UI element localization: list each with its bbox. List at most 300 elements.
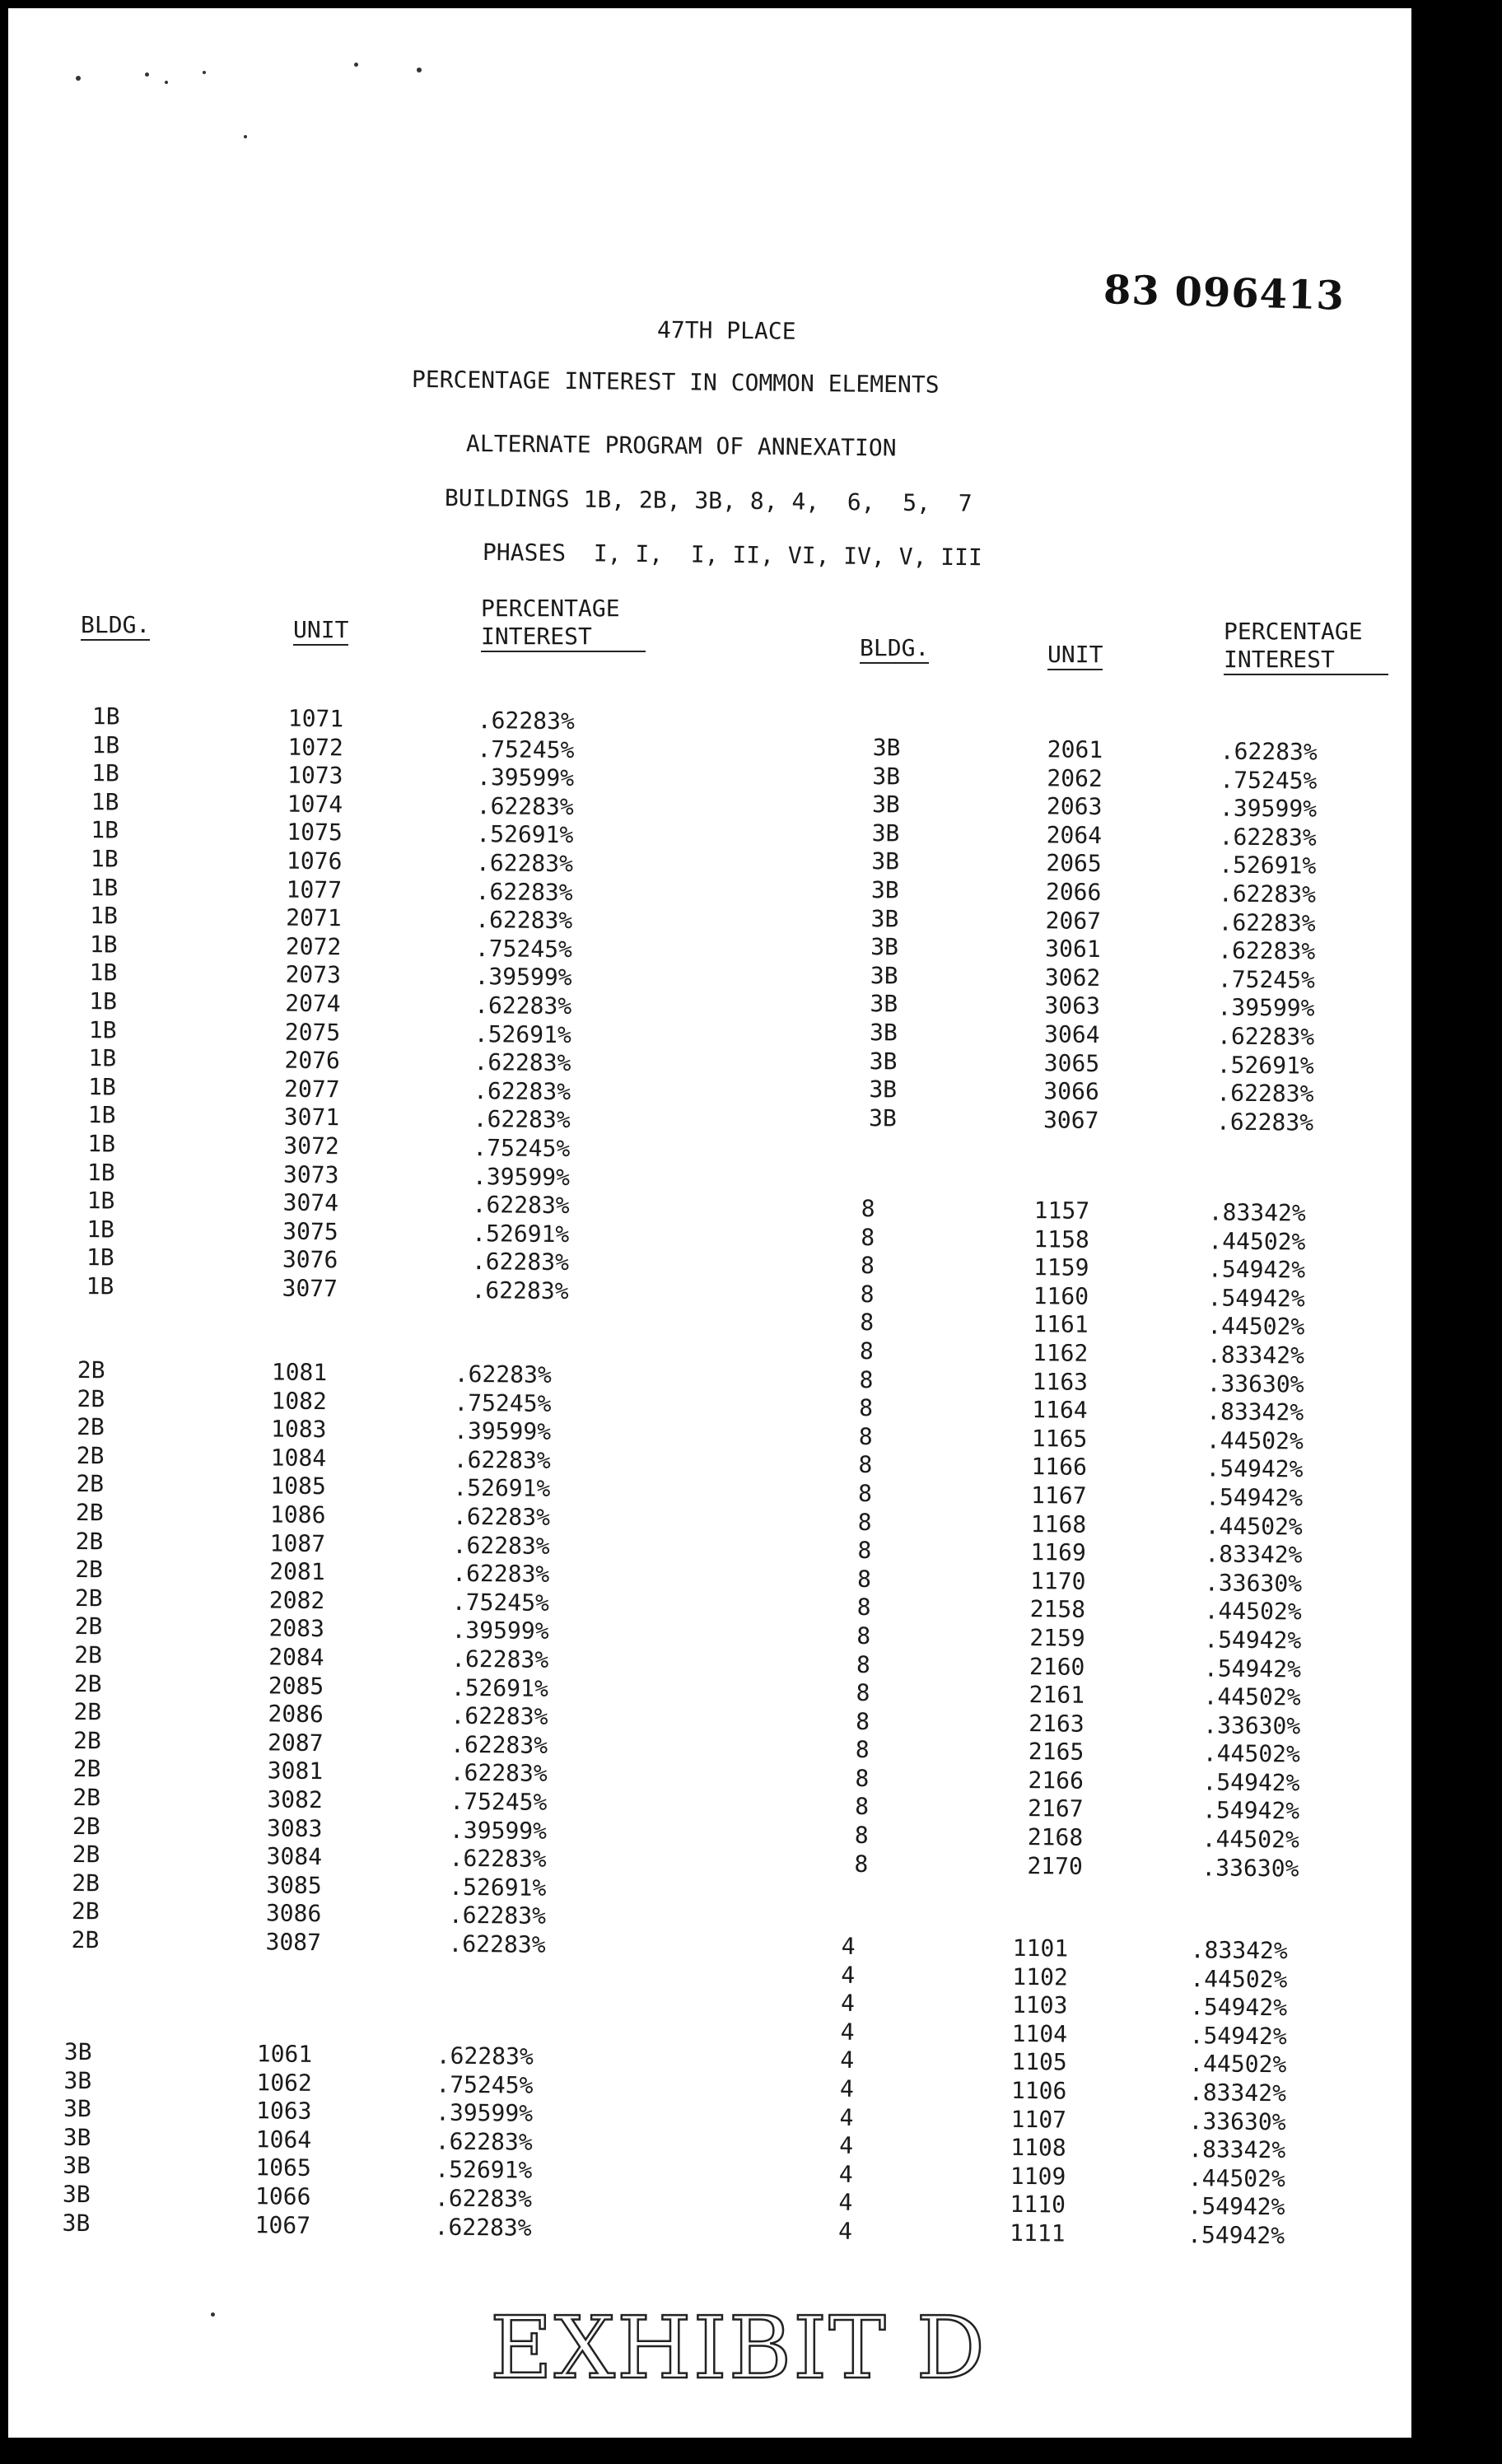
bldg-cell: 3B xyxy=(870,933,899,961)
unit-cell: 1071 xyxy=(287,704,344,733)
unit-cell: 1158 xyxy=(1033,1225,1090,1253)
percentage-cell: .62283% xyxy=(471,1276,569,1305)
unit-cell: 2160 xyxy=(1029,1652,1085,1681)
bldg-cell: 2B xyxy=(74,1584,103,1612)
percentage-cell: .33630% xyxy=(1206,1369,1304,1398)
unit-cell: 1082 xyxy=(271,1387,328,1415)
unit-cell: 1166 xyxy=(1031,1453,1088,1482)
unit-cell: 2063 xyxy=(1046,792,1103,821)
bldg-cell: 3B xyxy=(872,762,901,791)
bldg-cell: 8 xyxy=(861,1194,875,1223)
unit-cell: 2166 xyxy=(1028,1766,1085,1794)
percentage-cell: .83342% xyxy=(1206,1341,1305,1370)
percentage-cell: .62283% xyxy=(1215,1108,1314,1136)
bldg-cell: 3B xyxy=(63,2037,92,2066)
percentage-cell: .83342% xyxy=(1190,1936,1288,1965)
percentage-cell: .62283% xyxy=(1220,737,1318,766)
bldg-cell: 8 xyxy=(854,1793,870,1821)
unit-cell: 2083 xyxy=(268,1614,325,1643)
unit-cell: 1107 xyxy=(1010,2105,1067,2134)
bldg-cell: 4 xyxy=(838,2160,853,2188)
bldg-cell: 1B xyxy=(91,787,119,816)
unit-cell: 3085 xyxy=(266,1871,322,1899)
bldg-cell: 3B xyxy=(63,2066,92,2094)
header-title: 47TH PLACE xyxy=(656,316,796,345)
bldg-cell: 2B xyxy=(76,1470,105,1498)
bldg-cell: 4 xyxy=(841,1961,856,1989)
unit-cell: 2073 xyxy=(285,960,342,989)
unit-cell: 3084 xyxy=(266,1842,323,1871)
unit-cell: 1157 xyxy=(1033,1197,1090,1225)
unit-cell: 2081 xyxy=(269,1557,325,1586)
percentage-cell: .62283% xyxy=(475,906,573,935)
unit-cell: 1077 xyxy=(286,875,343,903)
unit-cell: 3074 xyxy=(282,1188,339,1217)
percentage-cell: .52691% xyxy=(472,1219,570,1248)
bldg-cell: 1B xyxy=(86,1187,115,1215)
bldg-cell: 1B xyxy=(89,987,118,1015)
unit-cell: 1065 xyxy=(255,2154,311,2182)
percentage-cell: .44502% xyxy=(1206,1426,1304,1455)
percentage-cell: .54942% xyxy=(1203,1654,1302,1683)
bldg-cell: 3B xyxy=(870,990,898,1018)
unit-cell: 1075 xyxy=(287,819,343,847)
percentage-cell: .83342% xyxy=(1188,2135,1286,2164)
bldg-cell: 8 xyxy=(854,1850,869,1878)
bldg-cell: 8 xyxy=(856,1707,870,1735)
percentage-cell: .75245% xyxy=(451,1588,550,1617)
scan-speck xyxy=(165,81,168,84)
unit-cell: 3064 xyxy=(1043,1020,1100,1048)
percentage-cell: .44502% xyxy=(1202,1739,1301,1768)
unit-cell: 1072 xyxy=(287,733,344,761)
percentage-cell: .75245% xyxy=(474,934,573,964)
bldg-cell: 4 xyxy=(840,2018,855,2046)
bldg-cell: 8 xyxy=(860,1280,875,1308)
unit-cell: 3075 xyxy=(282,1217,338,1246)
unit-cell: 1087 xyxy=(269,1529,326,1557)
percentage-cell: .54942% xyxy=(1206,1454,1304,1483)
percentage-cell: .62283% xyxy=(475,877,573,906)
unit-cell: 1109 xyxy=(1010,2162,1066,2191)
unit-cell: 2074 xyxy=(285,989,341,1018)
unit-cell: 1164 xyxy=(1032,1396,1088,1424)
percentage-cell: .62283% xyxy=(450,1759,548,1788)
percentage-cell: .62283% xyxy=(473,1048,571,1077)
unit-cell: 1162 xyxy=(1032,1339,1089,1367)
bldg-cell: 1B xyxy=(89,959,118,987)
bldg-cell: 2B xyxy=(72,1841,100,1869)
unit-cell: 3081 xyxy=(267,1757,324,1785)
unit-cell: 1106 xyxy=(1010,2076,1067,2105)
percentage-cell: .44502% xyxy=(1205,1511,1303,1541)
unit-cell: 1061 xyxy=(256,2040,313,2068)
unit-cell: 2064 xyxy=(1046,821,1103,849)
percentage-cell: .44502% xyxy=(1207,1312,1305,1341)
percentage-cell: .39599% xyxy=(1217,993,1315,1023)
bldg-cell: 2B xyxy=(75,1527,104,1555)
unit-cell: 3066 xyxy=(1043,1077,1100,1106)
right-bldg-header: BLDG. xyxy=(860,636,929,664)
percentage-cell: .62283% xyxy=(453,1445,551,1474)
percentage-cell: .52691% xyxy=(476,820,574,849)
bldg-cell: 1B xyxy=(91,816,119,844)
unit-cell: 3077 xyxy=(282,1274,338,1303)
unit-cell: 3072 xyxy=(283,1132,339,1160)
bldg-cell: 1B xyxy=(86,1272,114,1300)
percentage-cell: .62283% xyxy=(477,707,575,735)
percentage-cell: .33630% xyxy=(1204,1569,1303,1598)
unit-cell: 3071 xyxy=(283,1103,340,1132)
percentage-cell: .39599% xyxy=(451,1617,549,1645)
unit-cell: 1170 xyxy=(1029,1566,1086,1595)
unit-cell: 3061 xyxy=(1045,935,1101,964)
percentage-cell: .39599% xyxy=(435,2098,534,2127)
percentage-cell: .62283% xyxy=(476,791,574,821)
bldg-cell: 8 xyxy=(856,1650,871,1678)
unit-cell: 2061 xyxy=(1047,735,1103,764)
unit-cell: 2062 xyxy=(1047,763,1103,792)
bldg-cell: 1B xyxy=(87,1072,117,1101)
percentage-cell: .52691% xyxy=(1216,1051,1314,1080)
scan-speck xyxy=(354,63,358,67)
bldg-cell: 3B xyxy=(872,734,901,762)
right-interest-header: INTEREST xyxy=(1224,647,1388,675)
bldg-cell: 3B xyxy=(871,791,900,819)
percentage-cell: .39599% xyxy=(1219,794,1318,823)
percentage-cell: .62283% xyxy=(473,1105,571,1134)
bldg-cell: 8 xyxy=(860,1252,875,1280)
unit-cell: 1084 xyxy=(270,1444,327,1472)
left-bldg-header: BLDG. xyxy=(81,613,150,641)
percentage-cell: .44502% xyxy=(1187,2163,1286,2193)
bldg-cell: 2B xyxy=(77,1384,105,1412)
unit-cell: 2065 xyxy=(1046,849,1102,878)
unit-cell: 3083 xyxy=(266,1813,323,1842)
unit-cell: 2167 xyxy=(1027,1794,1084,1823)
percentage-cell: .62283% xyxy=(451,1645,549,1673)
percentage-cell: .62283% xyxy=(434,2213,532,2242)
percentage-cell: .62283% xyxy=(435,2127,533,2156)
bldg-cell: 3B xyxy=(868,1104,897,1132)
percentage-cell: .62283% xyxy=(454,1360,552,1389)
unit-cell: 1165 xyxy=(1031,1424,1088,1453)
percentage-cell: .54942% xyxy=(1187,2192,1285,2221)
header-program: ALTERNATE PROGRAM OF ANNEXATION xyxy=(465,430,897,462)
bldg-cell: 1B xyxy=(88,1044,117,1072)
percentage-cell: .62283% xyxy=(452,1502,551,1531)
bldg-cell: 4 xyxy=(840,2046,855,2074)
percentage-cell: .83342% xyxy=(1206,1398,1304,1426)
percentage-cell: .75245% xyxy=(450,1787,548,1816)
percentage-cell: .39599% xyxy=(453,1416,552,1446)
percentage-cell: .52691% xyxy=(450,1673,548,1702)
percentage-cell: .62283% xyxy=(1219,823,1317,852)
left-unit-header: UNIT xyxy=(293,618,348,646)
document-number-stamp: 83 096413 xyxy=(1103,267,1346,320)
percentage-cell: .62283% xyxy=(452,1531,550,1560)
bldg-cell: 3B xyxy=(63,2152,91,2180)
bldg-cell: 8 xyxy=(857,1508,872,1536)
scan-speck xyxy=(417,68,422,72)
percentage-cell: .75245% xyxy=(1220,766,1318,795)
percentage-cell: .83342% xyxy=(1208,1198,1306,1227)
unit-cell: 3076 xyxy=(282,1245,338,1274)
unit-cell: 2075 xyxy=(284,1018,341,1046)
bldg-cell: 2B xyxy=(76,1441,105,1470)
bldg-cell: 8 xyxy=(858,1451,873,1479)
unit-cell: 2066 xyxy=(1045,878,1102,906)
unit-cell: 3086 xyxy=(265,1899,322,1928)
unit-cell: 1110 xyxy=(1010,2191,1066,2219)
percentage-cell: .62283% xyxy=(448,1930,546,1958)
bldg-cell: 1B xyxy=(87,1101,116,1129)
unit-cell: 1063 xyxy=(255,2097,312,2126)
unit-cell: 3073 xyxy=(282,1160,339,1188)
percentage-cell: .62283% xyxy=(450,1701,548,1731)
bldg-cell: 2B xyxy=(72,1783,101,1812)
bldg-cell: 3B xyxy=(870,961,898,990)
unit-cell: 2161 xyxy=(1029,1681,1085,1709)
percentage-cell: .54942% xyxy=(1189,1993,1288,2022)
unit-cell: 3082 xyxy=(267,1785,323,1814)
percentage-cell: .33630% xyxy=(1188,2107,1286,2135)
percentage-cell: .62283% xyxy=(434,2184,533,2213)
unit-cell: 3065 xyxy=(1043,1048,1100,1077)
bldg-cell: 4 xyxy=(839,2103,854,2131)
unit-cell: 1085 xyxy=(270,1472,326,1500)
percentage-cell: .62283% xyxy=(471,1248,570,1276)
scan-speck xyxy=(76,76,81,81)
unit-cell: 1064 xyxy=(255,2126,312,2154)
bldg-cell: 1B xyxy=(90,873,119,902)
bldg-cell: 1B xyxy=(89,930,118,959)
unit-cell: 1076 xyxy=(286,847,343,875)
unit-cell: 3062 xyxy=(1044,964,1101,992)
unit-cell: 2168 xyxy=(1027,1823,1084,1851)
percentage-cell: .52691% xyxy=(1219,851,1317,880)
percentage-cell: .39599% xyxy=(476,763,575,792)
unit-cell: 1103 xyxy=(1011,1991,1068,2019)
bldg-cell: 8 xyxy=(859,1365,874,1393)
unit-cell: 1108 xyxy=(1010,2134,1066,2162)
percentage-cell: .52691% xyxy=(453,1474,551,1503)
bldg-cell: 2B xyxy=(72,1755,101,1783)
unit-cell: 2082 xyxy=(268,1586,325,1614)
unit-cell: 2072 xyxy=(285,932,342,961)
unit-cell: 1159 xyxy=(1033,1253,1089,1282)
percentage-cell: .52691% xyxy=(435,2155,533,2185)
bldg-cell: 3B xyxy=(870,904,899,933)
bldg-cell: 1B xyxy=(90,845,119,873)
bldg-cell: 8 xyxy=(860,1309,875,1337)
percentage-cell: .62283% xyxy=(475,849,574,878)
left-interest-header: INTEREST xyxy=(481,624,646,652)
unit-cell: 2165 xyxy=(1028,1738,1085,1766)
bldg-cell: 8 xyxy=(855,1764,870,1792)
bldg-cell: 8 xyxy=(858,1422,873,1450)
percentage-cell: .54942% xyxy=(1207,1284,1305,1313)
scan-speck xyxy=(244,135,247,138)
bldg-cell: 8 xyxy=(859,1394,874,1422)
bldg-cell: 3B xyxy=(62,2209,91,2237)
percentage-cell: .62283% xyxy=(1218,936,1316,965)
percentage-cell: .62283% xyxy=(1218,880,1317,908)
unit-cell: 2084 xyxy=(268,1643,324,1672)
unit-cell: 1083 xyxy=(270,1415,327,1444)
bldg-cell: 8 xyxy=(856,1622,871,1650)
scan-speck xyxy=(145,72,149,77)
percentage-cell: .54942% xyxy=(1202,1768,1300,1797)
percentage-cell: .83342% xyxy=(1188,2079,1287,2107)
percentage-cell: .54942% xyxy=(1205,1483,1304,1512)
unit-cell: 1161 xyxy=(1033,1310,1089,1339)
bldg-cell: 2B xyxy=(74,1612,103,1640)
unit-cell: 1066 xyxy=(254,2182,311,2210)
unit-cell: 1062 xyxy=(256,2068,313,2097)
bldg-cell: 8 xyxy=(859,1337,874,1365)
percentage-cell: .54942% xyxy=(1187,2221,1285,2250)
unit-cell: 2086 xyxy=(268,1700,324,1729)
percentage-cell: .39599% xyxy=(449,1816,548,1845)
bldg-cell: 3B xyxy=(63,2095,91,2123)
percentage-cell: .62283% xyxy=(436,2042,534,2070)
percentage-cell: .62283% xyxy=(474,991,572,1020)
unit-cell: 1067 xyxy=(254,2210,311,2239)
unit-cell: 2067 xyxy=(1045,906,1102,935)
bldg-cell: 3B xyxy=(62,2180,91,2209)
bldg-cell: 4 xyxy=(840,1989,856,2018)
bldg-cell: 8 xyxy=(854,1821,869,1850)
unit-cell: 2159 xyxy=(1029,1624,1085,1652)
right-percentage-header: PERCENTAGE xyxy=(1224,618,1363,645)
percentage-cell: .75245% xyxy=(473,1133,571,1163)
unit-cell: 1104 xyxy=(1011,2019,1068,2048)
percentage-cell: .39599% xyxy=(474,963,572,992)
percentage-cell: .39599% xyxy=(472,1162,571,1191)
percentage-cell: .44502% xyxy=(1190,1964,1288,1993)
right-unit-header: UNIT xyxy=(1047,642,1103,670)
unit-cell: 1073 xyxy=(287,761,343,790)
bldg-cell: 2B xyxy=(76,1413,105,1441)
bldg-cell: 1B xyxy=(86,1215,115,1244)
bldg-cell: 2B xyxy=(73,1669,102,1697)
bldg-cell: 3B xyxy=(871,819,900,847)
unit-cell: 2087 xyxy=(267,1729,324,1757)
percentage-cell: .44502% xyxy=(1189,2050,1287,2079)
header-buildings: BUILDINGS 1B, 2B, 3B, 8, 4, 6, 5, 7 xyxy=(444,484,973,517)
unit-cell: 2077 xyxy=(283,1075,340,1104)
unit-cell: 1168 xyxy=(1030,1510,1087,1538)
bldg-cell: 2B xyxy=(73,1698,102,1726)
bldg-cell: 2B xyxy=(74,1640,103,1669)
percentage-cell: .54942% xyxy=(1201,1796,1300,1826)
unit-cell: 2085 xyxy=(268,1671,324,1700)
bldg-cell: 1B xyxy=(87,1130,116,1158)
percentage-cell: .44502% xyxy=(1201,1825,1299,1854)
percentage-cell: .33630% xyxy=(1203,1711,1301,1740)
unit-cell: 1169 xyxy=(1030,1538,1087,1566)
unit-cell: 2076 xyxy=(284,1046,341,1075)
percentage-cell: .62283% xyxy=(452,1559,550,1589)
percentage-cell: .62283% xyxy=(1216,1079,1314,1108)
unit-cell: 3063 xyxy=(1044,992,1101,1020)
bldg-cell: 4 xyxy=(839,2074,854,2102)
bldg-cell: 8 xyxy=(856,1679,870,1707)
bldg-cell: 2B xyxy=(72,1812,100,1840)
bldg-cell: 3B xyxy=(869,1047,898,1075)
unit-cell: 1102 xyxy=(1012,1962,1069,1991)
percentage-cell: .52691% xyxy=(449,1873,547,1902)
bldg-cell: 8 xyxy=(857,1479,873,1508)
percentage-cell: .62283% xyxy=(473,1076,571,1106)
unit-cell: 2163 xyxy=(1029,1709,1085,1738)
bldg-cell: 1B xyxy=(86,1244,114,1272)
unit-cell: 1111 xyxy=(1009,2219,1066,2247)
percentage-cell: .75245% xyxy=(454,1388,552,1417)
percentage-cell: .44502% xyxy=(1208,1226,1306,1256)
scan-speck xyxy=(211,2312,215,2317)
bldg-cell: 1B xyxy=(90,902,119,930)
unit-cell: 1101 xyxy=(1012,1934,1069,1962)
percentage-cell: .44502% xyxy=(1203,1682,1301,1711)
exhibit-label: EXHIBIT D xyxy=(490,2298,987,2398)
bldg-cell: 3B xyxy=(869,1019,898,1047)
percentage-cell: .62283% xyxy=(1216,1022,1315,1051)
percentage-cell: .75245% xyxy=(436,2070,534,2099)
bldg-cell: 2B xyxy=(71,1897,100,1925)
bldg-cell: 8 xyxy=(861,1223,875,1251)
bldg-cell: 2B xyxy=(71,1925,100,1954)
bldg-cell: 8 xyxy=(856,1565,872,1593)
percentage-cell: .62283% xyxy=(449,1844,547,1874)
unit-cell: 1163 xyxy=(1032,1367,1089,1396)
bldg-cell: 1B xyxy=(91,730,120,759)
bldg-cell: 2B xyxy=(75,1556,104,1584)
bldg-cell: 2B xyxy=(72,1726,102,1755)
bldg-cell: 1B xyxy=(88,1015,117,1044)
unit-cell: 2170 xyxy=(1027,1851,1084,1880)
bldg-cell: 2B xyxy=(72,1869,100,1897)
bldg-cell: 3B xyxy=(869,1076,898,1104)
unit-cell: 1160 xyxy=(1033,1281,1089,1310)
bldg-cell: 4 xyxy=(837,2217,853,2245)
percentage-cell: .62283% xyxy=(1218,908,1316,937)
percentage-cell: .54942% xyxy=(1189,2021,1287,2051)
bldg-cell: 2B xyxy=(77,1356,105,1384)
percentage-cell: .52691% xyxy=(473,1020,571,1048)
percentage-cell: .62283% xyxy=(450,1730,548,1759)
percentage-cell: .33630% xyxy=(1201,1853,1299,1883)
unit-cell: 1105 xyxy=(1011,2048,1067,2076)
bldg-cell: 4 xyxy=(839,2131,854,2160)
unit-cell: 3067 xyxy=(1043,1106,1099,1134)
unit-cell: 2071 xyxy=(286,903,342,932)
percentage-cell: .54942% xyxy=(1204,1626,1302,1654)
percentage-cell: .62283% xyxy=(448,1902,547,1930)
bldg-cell: 8 xyxy=(855,1736,870,1764)
bldg-cell: 3B xyxy=(63,2123,91,2151)
percentage-cell: .75245% xyxy=(477,735,575,763)
header-subtitle: PERCENTAGE INTEREST IN COMMON ELEMENTS xyxy=(411,366,940,399)
percentage-cell: .62283% xyxy=(472,1191,570,1220)
bldg-cell: 3B xyxy=(871,847,900,875)
bldg-cell: 4 xyxy=(838,2189,853,2217)
bldg-cell: 8 xyxy=(856,1594,871,1622)
unit-cell: 1086 xyxy=(269,1500,326,1529)
unit-cell: 3087 xyxy=(265,1928,322,1956)
scan-border xyxy=(1411,0,1502,2464)
